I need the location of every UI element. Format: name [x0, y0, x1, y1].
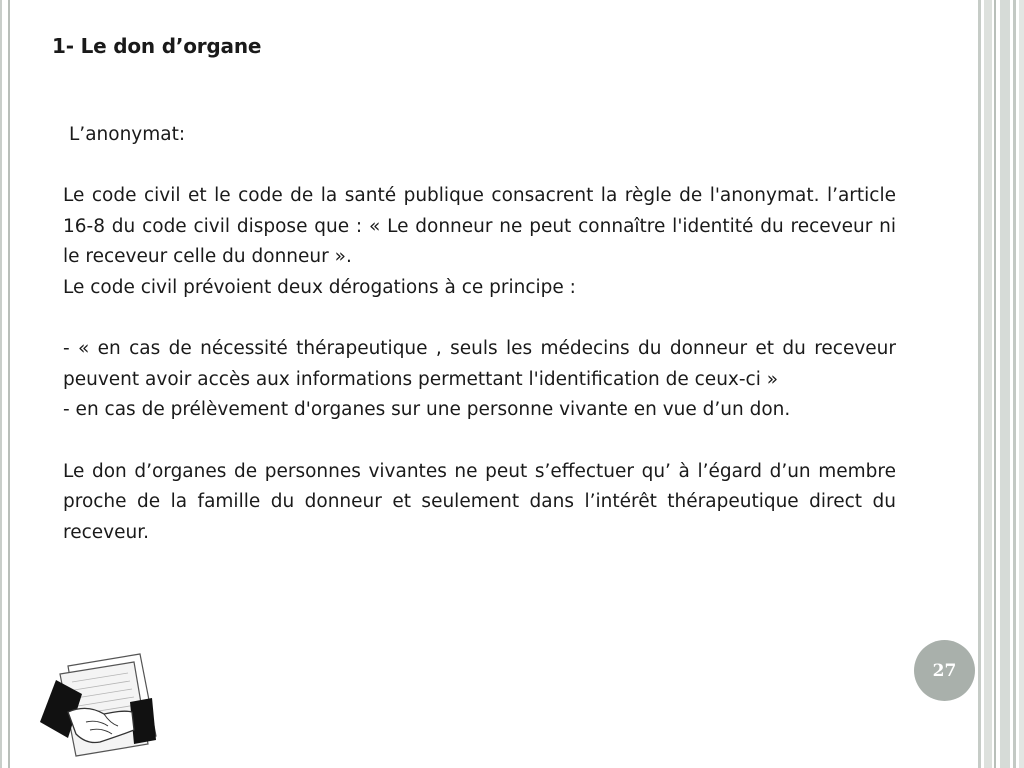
frame-stripe — [978, 0, 981, 768]
spacer — [63, 151, 896, 182]
frame-stripe — [994, 0, 996, 768]
body-text — [63, 120, 896, 548]
paragraph-living-donor-conditions: Le don d’organes de personnes vivantes ne peut s’effectuer qu’ à l’égard d’un membre proche de la famille du donneur et seulement dans l’intérêt thérapeutique direct du receveur. — [63, 460, 896, 543]
spacer — [63, 304, 896, 335]
left-frame-line — [8, 0, 10, 768]
slide-title: 1- Le don d’organe — [52, 34, 262, 58]
left-frame-line — [0, 0, 2, 768]
frame-stripe — [1019, 0, 1024, 768]
paragraph-derogation-living-donor: - en cas de prélèvement d'organes sur une personne vivante en vue d’un don. — [63, 399, 791, 421]
paragraph-derogations-intro: Le code civil prévoient deux dérogations à ce principe : — [63, 276, 576, 298]
page-number-badge: 27 — [914, 640, 975, 701]
handshake-contract-icon — [38, 652, 160, 764]
paragraph-derogation-therapeutic: - « en cas de nécessité thérapeutique , seuls les médecins du donneur et du receveur peuvent avoir accès aux informations permettant l'identification de ceux-ci » — [63, 338, 896, 390]
section-subheading: L’anonymat: — [69, 124, 186, 145]
frame-stripe — [1013, 0, 1016, 768]
spacer — [63, 426, 896, 457]
frame-stripe — [1000, 0, 1010, 768]
paragraph-anonymity-rule: Le code civil et le code de la santé publique consacrent la règle de l'anonymat. l’article 16-8 du code civil dispose que : « Le donneur ne peut connaître l'identité du receveur ni le receveur celle du donneur ». — [63, 185, 896, 268]
frame-stripe — [984, 0, 992, 768]
